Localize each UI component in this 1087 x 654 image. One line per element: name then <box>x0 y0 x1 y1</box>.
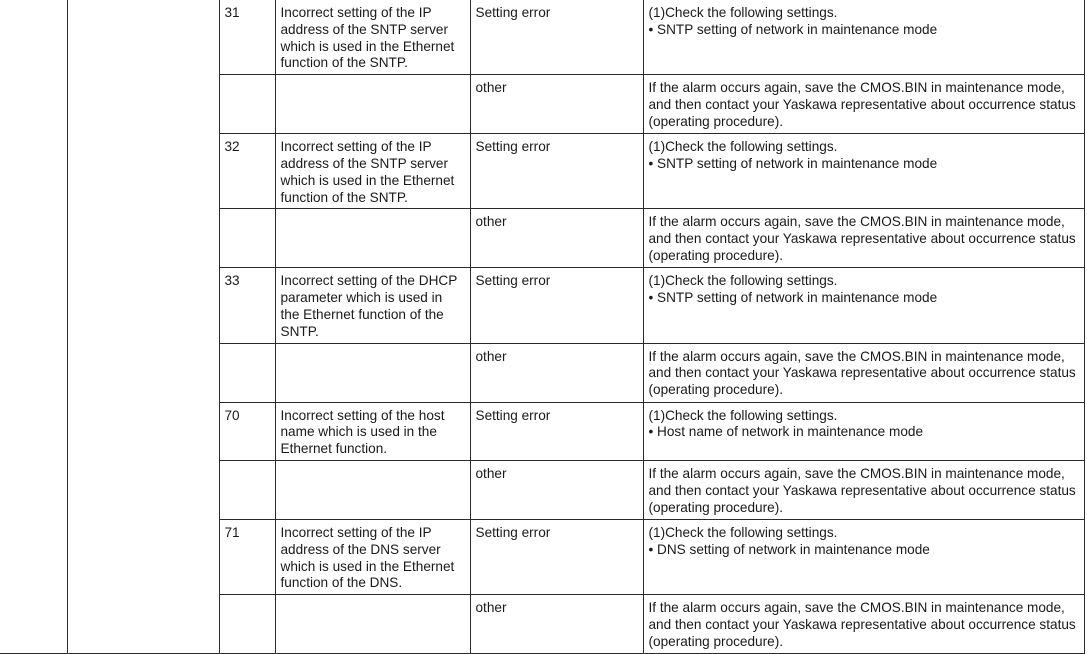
remedy-cell <box>643 519 1084 594</box>
blank-cell <box>67 343 219 402</box>
cause-cell: Incorrect setting of the IP address of the SNTP server which is used in the Ethernet function of the SNTP. <box>275 134 470 209</box>
remedy-cell <box>643 402 1084 460</box>
blank-cell <box>67 268 219 343</box>
sub-code-cell: 71 <box>219 519 275 594</box>
blank-cell <box>0 268 67 343</box>
type-cell: Setting error <box>470 134 643 209</box>
remedy-line: (1)Check the following settings. <box>648 407 838 423</box>
blank-cell <box>67 75 219 134</box>
remedy-cell: If the alarm occurs again, save the CMOS.BIN in maintenance mode, and then contact your Yaskawa representative about occurrence status (operating procedure). <box>643 75 1084 134</box>
table-row <box>0 0 1084 75</box>
sub-code-cell: 70 <box>219 402 275 460</box>
table-row <box>0 75 1084 134</box>
sub-code-cell: 33 <box>219 268 275 343</box>
cause-cell: Incorrect setting of the IP address of the SNTP server which is used in the Ethernet function of the SNTP. <box>275 0 470 75</box>
blank-cell <box>67 0 219 75</box>
blank-cell <box>0 402 67 460</box>
type-cell: Setting error <box>470 0 643 75</box>
sub-code-cell <box>219 343 275 402</box>
sub-code-cell <box>219 460 275 519</box>
blank-cell <box>67 460 219 519</box>
blank-cell <box>0 0 67 75</box>
remedy-bullet: • DNS setting of network in maintenance mode <box>649 542 1079 559</box>
sub-code-cell <box>219 209 275 268</box>
table-row <box>0 595 1084 653</box>
remedy-line: (1)Check the following settings. <box>648 524 838 540</box>
blank-cell <box>67 209 219 268</box>
type-cell: other <box>470 209 643 268</box>
cause-cell: Incorrect setting of the host name which is used in the Ethernet function. <box>275 402 470 460</box>
blank-cell <box>0 343 67 402</box>
sub-code-cell <box>219 595 275 653</box>
blank-cell <box>67 519 219 594</box>
sub-code-cell: 31 <box>219 0 275 75</box>
type-cell: Setting error <box>470 268 643 343</box>
blank-cell <box>67 595 219 653</box>
sub-code-cell <box>219 75 275 134</box>
remedy-bullet: • Host name of network in maintenance mode <box>649 424 1079 441</box>
type-cell: Setting error <box>470 402 643 460</box>
remedy-line: (1)Check the following settings. <box>648 5 838 20</box>
blank-cell <box>0 75 67 134</box>
blank-cell <box>0 460 67 519</box>
type-cell: other <box>470 460 643 519</box>
blank-cell <box>67 402 219 460</box>
remedy-line: (1)Check the following settings. <box>648 273 838 289</box>
remedy-cell <box>643 268 1084 343</box>
remedy-cell <box>643 0 1084 75</box>
type-cell: Setting error <box>470 519 643 594</box>
table-row <box>0 268 1084 343</box>
blank-cell <box>67 134 219 209</box>
remedy-bullet: • SNTP setting of network in maintenance mode <box>649 156 1079 173</box>
type-cell: other <box>470 595 643 653</box>
cause-cell: Incorrect setting of the DHCP parameter which is used in the Ethernet function of the SNTP. <box>275 268 470 343</box>
table-row <box>0 134 1084 209</box>
cause-cell <box>275 343 470 402</box>
sub-code-cell: 32 <box>219 134 275 209</box>
remedy-line: (1)Check the following settings. <box>648 139 838 155</box>
remedy-cell <box>643 134 1084 209</box>
table-row <box>0 343 1084 402</box>
remedy-cell: If the alarm occurs again, save the CMOS.BIN in maintenance mode, and then contact your Yaskawa representative about occurrence status (operating procedure). <box>643 460 1084 519</box>
remedy-cell: If the alarm occurs again, save the CMOS.BIN in maintenance mode, and then contact your Yaskawa representative about occurrence status (operating procedure). <box>643 343 1084 402</box>
type-cell: other <box>470 75 643 134</box>
table-row <box>0 460 1084 519</box>
remedy-bullet: • SNTP setting of network in maintenance mode <box>649 22 1079 39</box>
cause-cell <box>275 460 470 519</box>
remedy-cell: If the alarm occurs again, save the CMOS.BIN in maintenance mode, and then contact your Yaskawa representative about occurrence status (operating procedure). <box>643 209 1084 268</box>
cause-cell <box>275 595 470 653</box>
remedy-cell: If the alarm occurs again, save the CMOS.BIN in maintenance mode, and then contact your Yaskawa representative about occurrence status (operating procedure). <box>643 595 1084 653</box>
remedy-bullet: • SNTP setting of network in maintenance mode <box>649 290 1079 307</box>
cause-cell <box>275 209 470 268</box>
cause-cell <box>275 75 470 134</box>
cause-cell: Incorrect setting of the IP address of the DNS server which is used in the Ethernet function of the DNS. <box>275 519 470 594</box>
table-row <box>0 209 1084 268</box>
type-cell: other <box>470 343 643 402</box>
blank-cell <box>0 209 67 268</box>
table-row <box>0 519 1084 594</box>
blank-cell <box>0 519 67 594</box>
table-row <box>0 402 1084 460</box>
blank-cell <box>0 595 67 653</box>
blank-cell <box>0 134 67 209</box>
